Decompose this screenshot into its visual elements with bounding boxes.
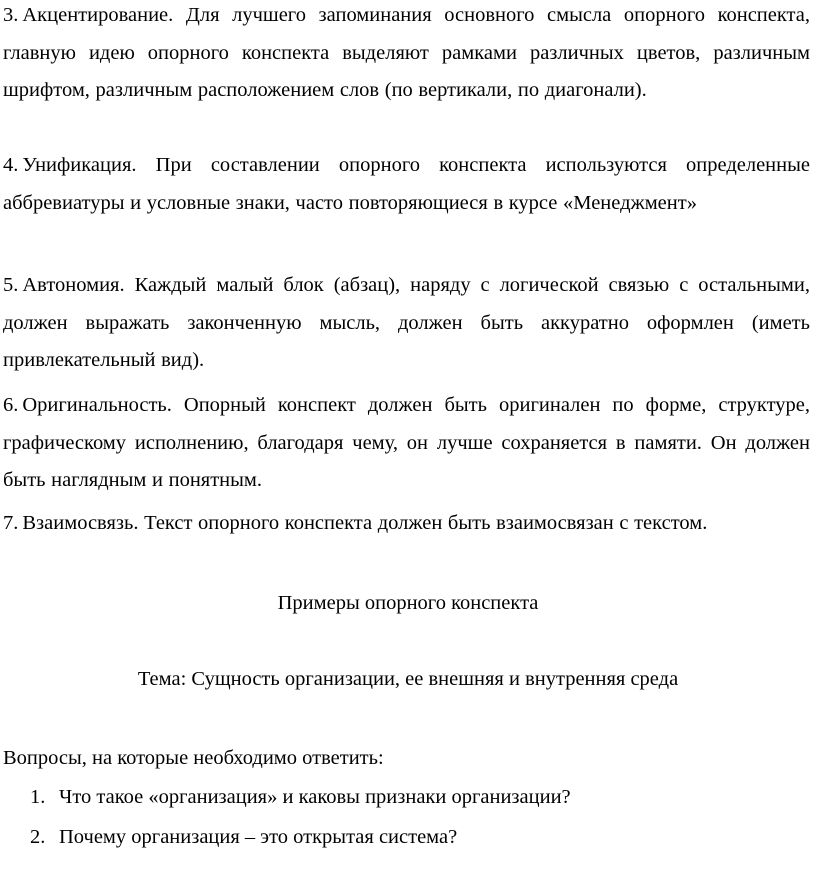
principle-4-text: Унификация. При составлении опорного конспекта используются определенные аббревиатуры и условные знаки, часто повторяющиеся в курсе «Менеджмент» [3, 154, 810, 214]
principle-3-number: 3. [3, 4, 19, 26]
question-text: Почему организация – это открытая система? [59, 826, 458, 848]
questions-intro: Вопросы, на которые необходимо ответить: [3, 747, 384, 769]
principle-3-text: Акцентирование. Для лучшего запоминания основного смысла опорного конспекта, главную идею опорного конспекта выделяют рамками различных цветов, различным шрифтом, различным расположением слов (по вертикали, по диагонали). [3, 4, 810, 101]
principle-4-number: 4. [3, 154, 19, 176]
question-item [30, 822, 457, 852]
principle-3 [3, 0, 810, 110]
principle-7-text: Взаимосвязь. Текст опорного конспекта должен быть взаимосвязан с текстом. [22, 512, 708, 534]
question-text: Что такое «организация» и каковы признаки организации? [59, 786, 571, 808]
principle-5-text: Автономия. Каждый малый блок (абзац), наряду с логической связью с остальными, должен выражать законченную мысль, должен быть аккуратно оформлен (иметь привлекательный вид). [3, 274, 810, 371]
principle-4 [3, 147, 810, 222]
principle-6 [3, 387, 810, 500]
principle-7-number: 7. [3, 512, 19, 534]
principle-7 [3, 505, 810, 543]
principle-6-number: 6. [3, 394, 19, 416]
question-item [30, 782, 571, 812]
principle-5 [3, 267, 810, 380]
principle-6-text: Оригинальность. Опорный конспект должен быть оригинален по форме, структуре, графическому исполнению, благодаря чему, он лучше сохраняется в памяти. Он должен быть наглядным и понятным. [3, 394, 810, 491]
question-number: 2. [30, 826, 46, 848]
principle-5-number: 5. [3, 274, 19, 296]
question-number: 1. [30, 786, 46, 808]
topic-heading: Тема: Сущность организации, ее внешняя и внутренняя среда [137, 668, 679, 690]
examples-heading: Примеры опорного конспекта [277, 592, 539, 614]
